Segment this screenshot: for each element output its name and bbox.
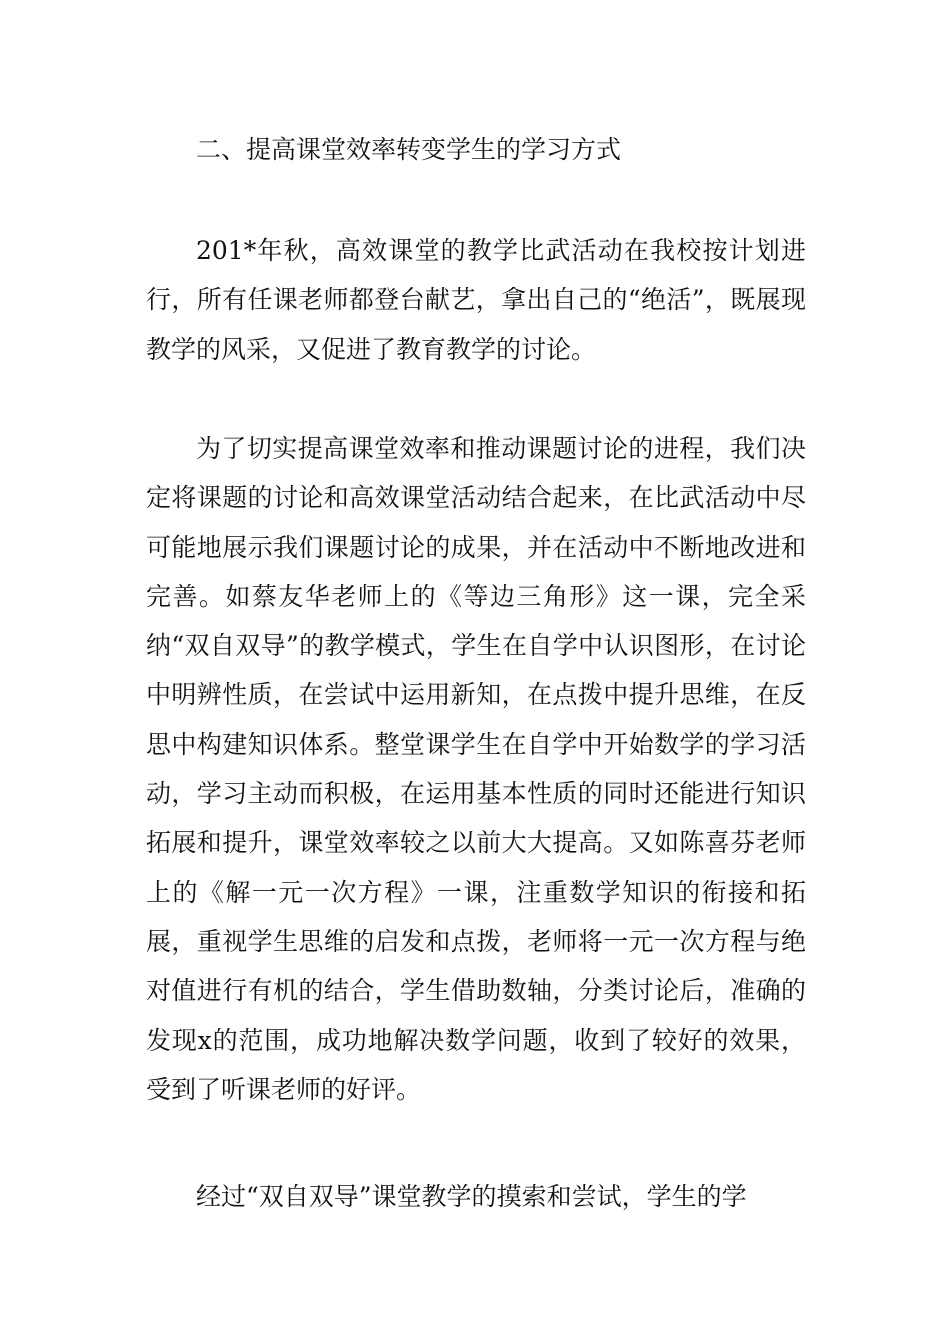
paragraph-3: 经过“双自双导”课堂教学的摸索和尝试，学生的学 bbox=[196, 1182, 747, 1211]
paragraph-2: 为了切实提高课堂效率和推动课题讨论的进程，我们决定将课题的讨论和高效课堂活动结合起来，在比武活动中尽可能地展示我们课题讨论的成果，并在活动中不断地改进和完善。如蔡友华老师上的《等边三角形》这一课，完全采纳“双自双导”的教学模式，学生在自学中认识图形，在讨论中明辨性质，在尝试中运用新知，在点拨中提升思维，在反思中构建知识体系。整堂课学生在自学中开始数学的学习活动，学习主动而积极，在运用基本性质的同时还能进行知识拓展和提升，课堂效率较之以前大大提高。又如陈喜芬老师上的《解一元一次方程》一课，注重数学知识的衔接和拓展，重视学生思维的启发和点拨，老师将一元一次方程与绝对值进行有机的结合，学生借助数轴，分类讨论后，准确的发现x的范围，成功地解决数学问题，收到了较好的效果，受到了听课老师的好评。 bbox=[146, 434, 806, 1104]
paragraph-1: 201*年秋，高效课堂的教学比武活动在我校按计划进行，所有任课老师都登台献艺，拿出自己的“绝活”，既展现教学的风采，又促进了教育教学的讨论。 bbox=[146, 236, 806, 364]
section-heading: 二、提高课堂效率转变学生的学习方式 bbox=[196, 135, 622, 164]
